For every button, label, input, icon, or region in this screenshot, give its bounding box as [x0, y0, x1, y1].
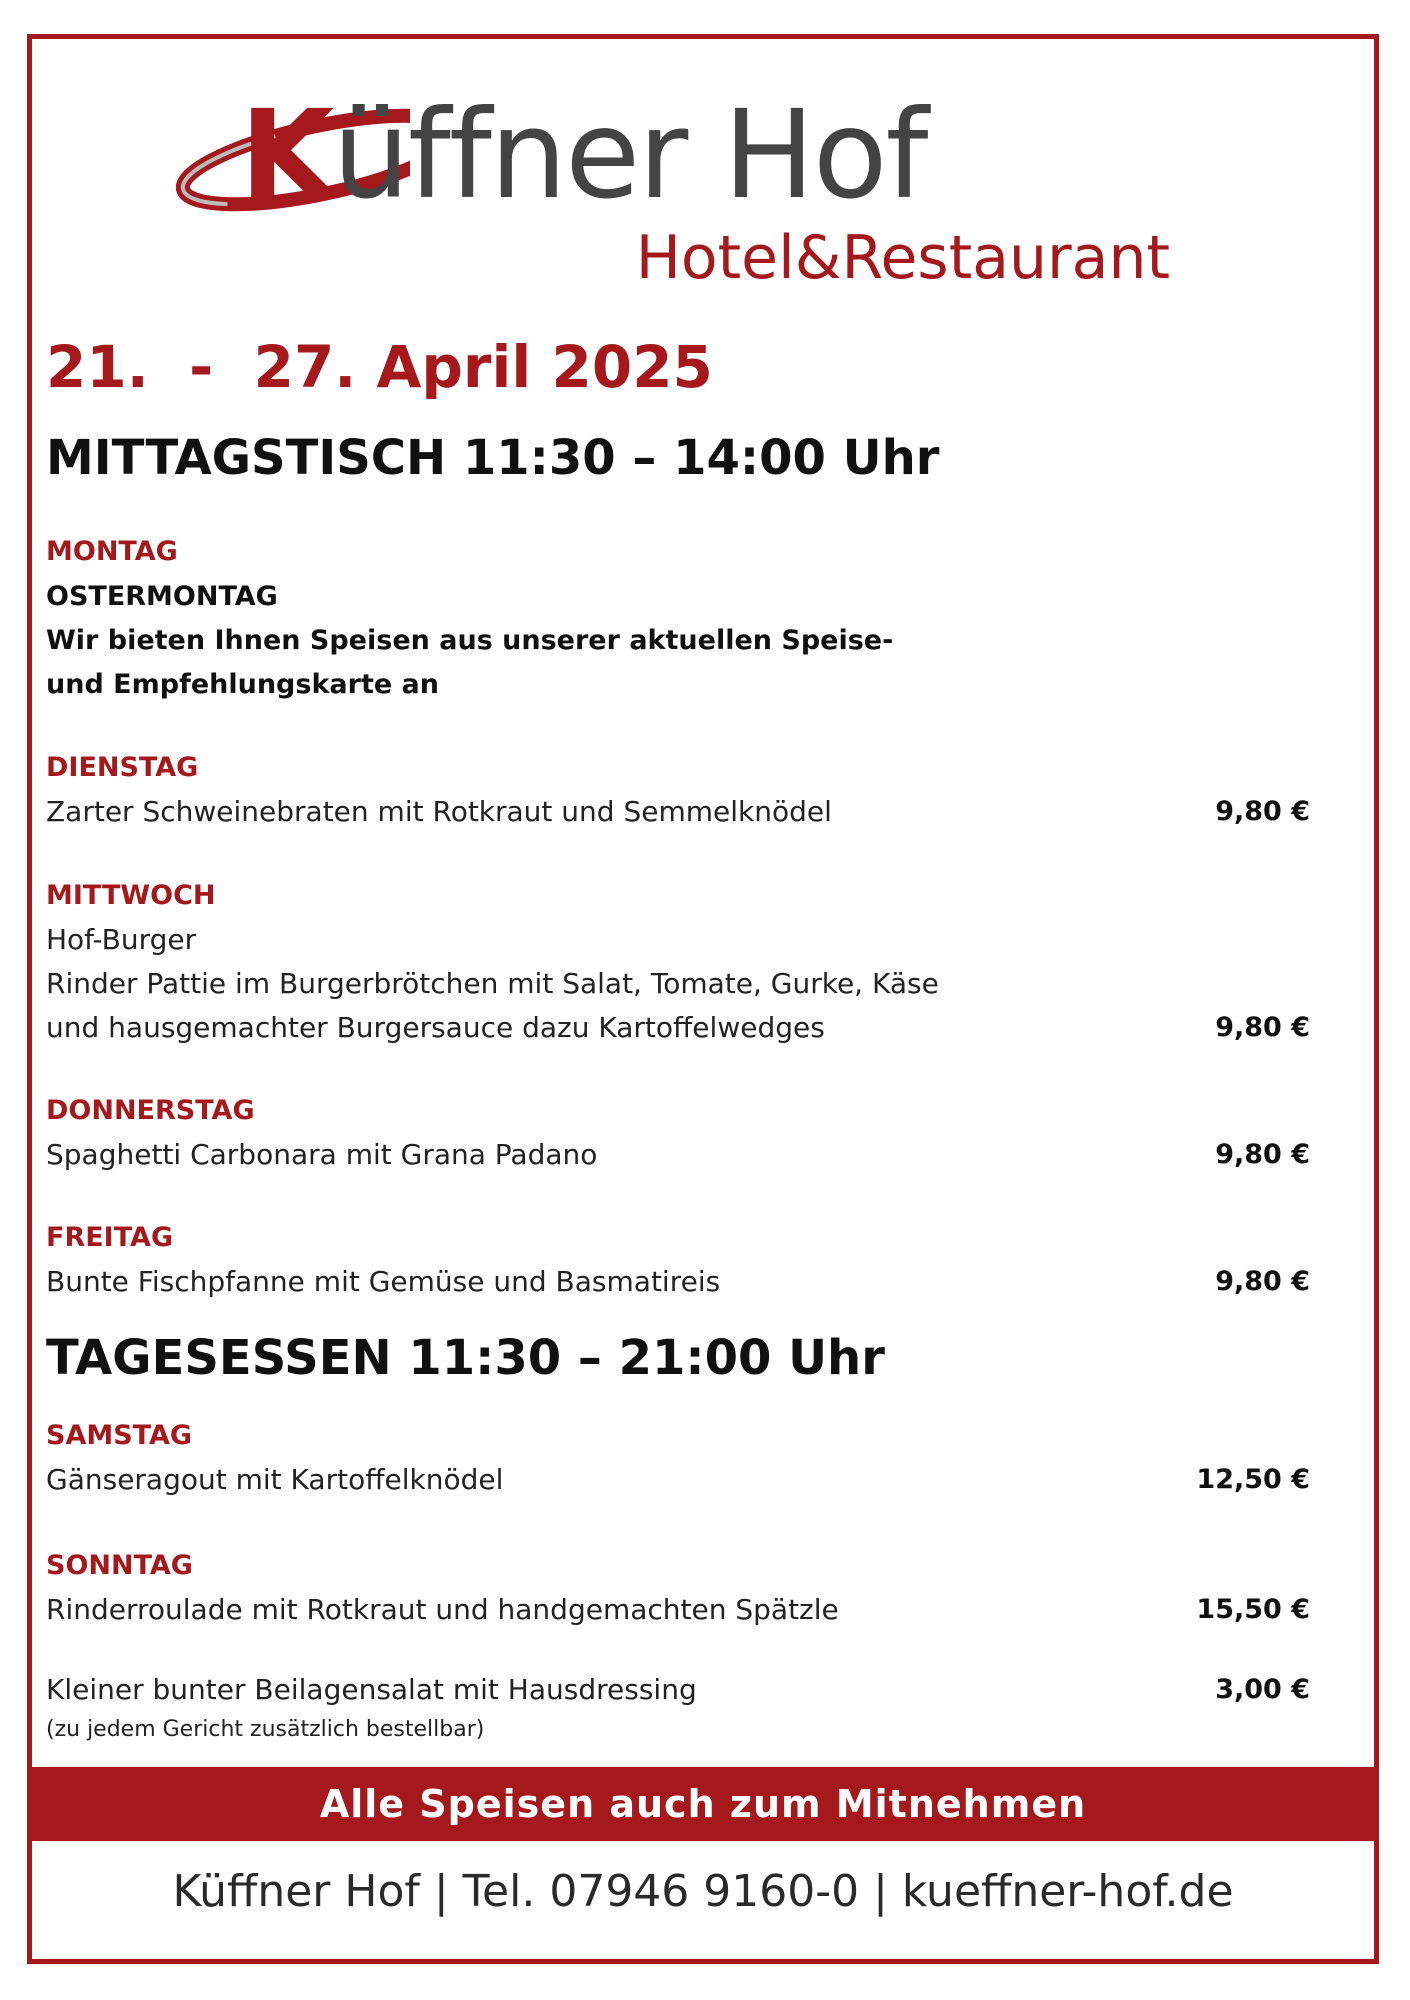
thursday-dish: Spaghetti Carbonara mit Grana Padano: [46, 1138, 598, 1171]
sunday-price: 15,50 €: [1196, 1594, 1310, 1625]
monday-note-1: OSTERMONTAG: [46, 581, 278, 612]
logo: [170, 84, 1190, 310]
friday-dish: Bunte Fischpfanne mit Gemüse und Basmatireis: [46, 1265, 721, 1298]
day-sunday: SONNTAG: [46, 1550, 193, 1581]
wednesday-dish-3: und hausgemachter Burgersauce dazu Kartoffelwedges: [46, 1011, 825, 1044]
day-monday: MONTAG: [46, 536, 178, 567]
day-friday: FREITAG: [46, 1222, 174, 1253]
monday-note-2: Wir bieten Ihnen Speisen aus unserer aktuellen Speise-: [46, 625, 894, 656]
monday-note-3: und Empfehlungskarte an: [46, 669, 440, 700]
footer-contact: Küffner Hof | Tel. 07946 9160-0 | kueffner-hof.de: [172, 1866, 1234, 1917]
tuesday-price: 9,80 €: [1215, 796, 1310, 827]
day-tuesday: DIENSTAG: [46, 752, 199, 783]
friday-price: 9,80 €: [1215, 1266, 1310, 1297]
wednesday-dish-1: Hof-Burger: [46, 923, 197, 956]
extra-salad-note: (zu jedem Gericht zusätzlich bestellbar): [46, 1717, 485, 1742]
logo-subtitle: Hotel&Restaurant: [635, 223, 1170, 293]
logo-wordmark: Küffner Hof: [240, 84, 927, 226]
sunday-dish: Rinderroulade mit Rotkraut und handgemachten Spätzle: [46, 1593, 839, 1626]
tuesday-dish: Zarter Schweinebraten mit Rotkraut und Semmelknödel: [46, 795, 832, 828]
day-wednesday: MITTWOCH: [46, 880, 216, 911]
thursday-price: 9,80 €: [1215, 1139, 1310, 1170]
extra-salad: Kleiner bunter Beilagensalat mit Hausdressing: [46, 1673, 697, 1706]
takeaway-banner: Alle Speisen auch zum Mitnehmen: [32, 1767, 1374, 1841]
wednesday-price: 9,80 €: [1215, 1012, 1310, 1043]
saturday-price: 12,50 €: [1196, 1464, 1310, 1495]
extra-salad-price: 3,00 €: [1215, 1674, 1310, 1705]
day-saturday: SAMSTAG: [46, 1420, 193, 1451]
lunch-title: MITTAGSTISCH 11:30 – 14:00 Uhr: [46, 430, 940, 486]
day-thursday: DONNERSTAG: [46, 1095, 255, 1126]
wednesday-dish-2: Rinder Pattie im Burgerbrötchen mit Salat, Tomate, Gurke, Käse: [46, 967, 939, 1000]
saturday-dish: Gänseragout mit Kartoffelknödel: [46, 1463, 504, 1496]
daily-title: TAGESESSEN 11:30 – 21:00 Uhr: [46, 1330, 885, 1386]
date-range: 21. - 27. April 2025: [46, 333, 713, 401]
